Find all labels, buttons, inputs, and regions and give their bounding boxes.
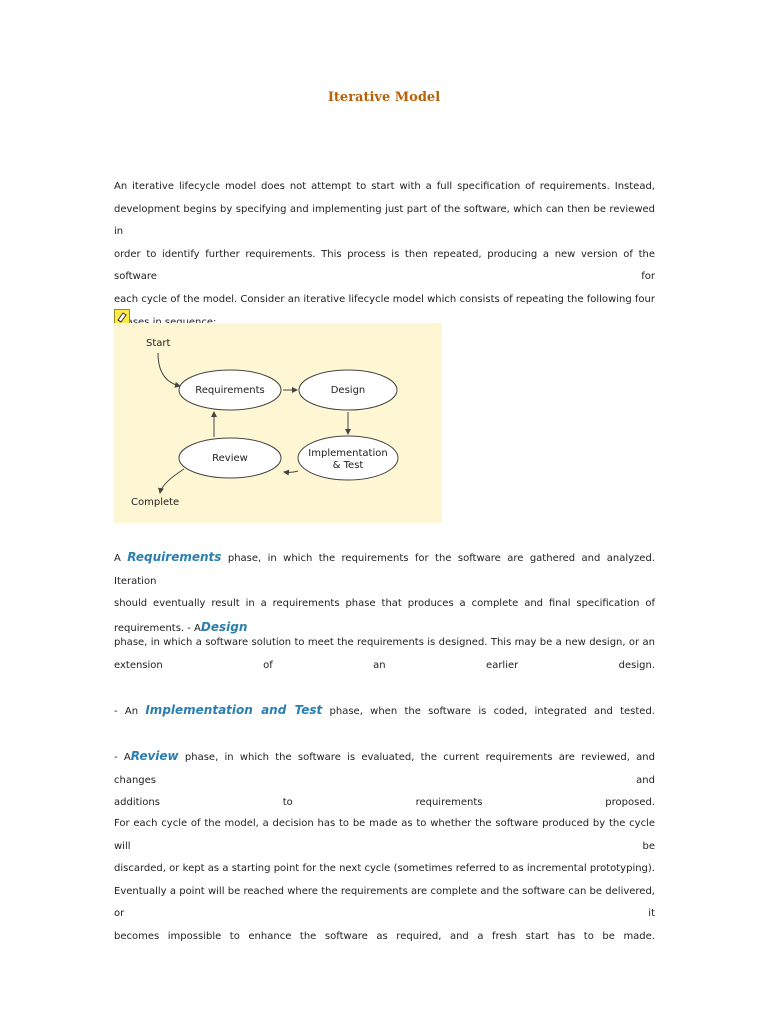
- review-paragraph: [114, 745, 655, 815]
- intro-line: order to identify further requirements. This process is then repeated, producing a new version of the software for: [114, 248, 655, 283]
- design-line: phase, in which a software solution to meet the requirements is designed. This may be a new design, or an: [114, 637, 655, 648]
- review-keyword: Review: [130, 749, 179, 763]
- design-keyword: Design: [200, 619, 248, 634]
- review-line: [114, 745, 655, 792]
- complete-label: Complete: [131, 497, 180, 508]
- intro-line: each cycle of the model. Consider an iterative lifecycle model which consists of repeating the following four: [114, 293, 655, 305]
- text-span: phase, in which the requirements for the software are gathered and analyzed. Iteration: [114, 553, 655, 587]
- text-span: A: [114, 553, 128, 564]
- start-arrow: [158, 353, 180, 386]
- intro-line: An iterative lifecycle model does not attempt to start with a full specification of requirements. Instead,: [114, 181, 655, 192]
- text-span: - A: [114, 752, 131, 763]
- requirements-paragraph: [114, 546, 655, 640]
- final-line: discarded, or kept as a starting point for the next cycle (sometimes referred to as incremental prototyping).: [114, 863, 655, 875]
- implementation-keyword: Implementation and Test: [145, 703, 323, 717]
- implementation-line: [114, 699, 655, 724]
- review-label: Review: [212, 453, 248, 464]
- design-line: extension of an earlier design.: [114, 659, 655, 671]
- final-line: For each cycle of the model, a decision has to be made as to whether the software produced by the cycle will be: [114, 818, 655, 852]
- design-paragraph: [114, 632, 655, 677]
- start-label: Start: [146, 338, 171, 349]
- text-span: phase, in which the software is evaluated, the current requirements are reviewed, and changes and: [114, 752, 655, 786]
- iterative-model-diagram: [114, 323, 442, 523]
- final-line: Eventually a point will be reached where the requirements are complete and the software can be delivered, or it: [114, 885, 655, 920]
- review-to-complete-arrow: [160, 469, 184, 493]
- requirements-label: Requirements: [195, 385, 265, 396]
- intro-line: development begins by specifying and implementing just part of the software, which can then be reviewed in: [114, 203, 655, 238]
- final-line: becomes impossible to enhance the software as required, and a fresh start has to be made.: [114, 930, 655, 942]
- requirements-line: should eventually result in a requirements phase that produces a complete and final specification of: [114, 598, 655, 610]
- text-span: - An: [114, 706, 146, 717]
- implementation-label: Implementation: [308, 448, 388, 459]
- design-label: Design: [330, 385, 366, 396]
- implementation-test-label: & Test: [332, 460, 364, 471]
- requirements-keyword: Requirements: [127, 550, 222, 564]
- implementation-paragraph: [114, 699, 655, 724]
- text-span: phase, when the software is coded, integrated and tested.: [322, 706, 655, 717]
- review-line: additions to requirements proposed.: [114, 797, 655, 809]
- intro-paragraph: [114, 176, 655, 334]
- implementation-to-review-arrow: [284, 471, 298, 472]
- text-span: requirements. - A: [114, 622, 201, 634]
- requirements-line: [114, 546, 655, 593]
- cycle-decision-paragraph: [114, 813, 655, 949]
- page-title: Iterative Model: [327, 90, 441, 105]
